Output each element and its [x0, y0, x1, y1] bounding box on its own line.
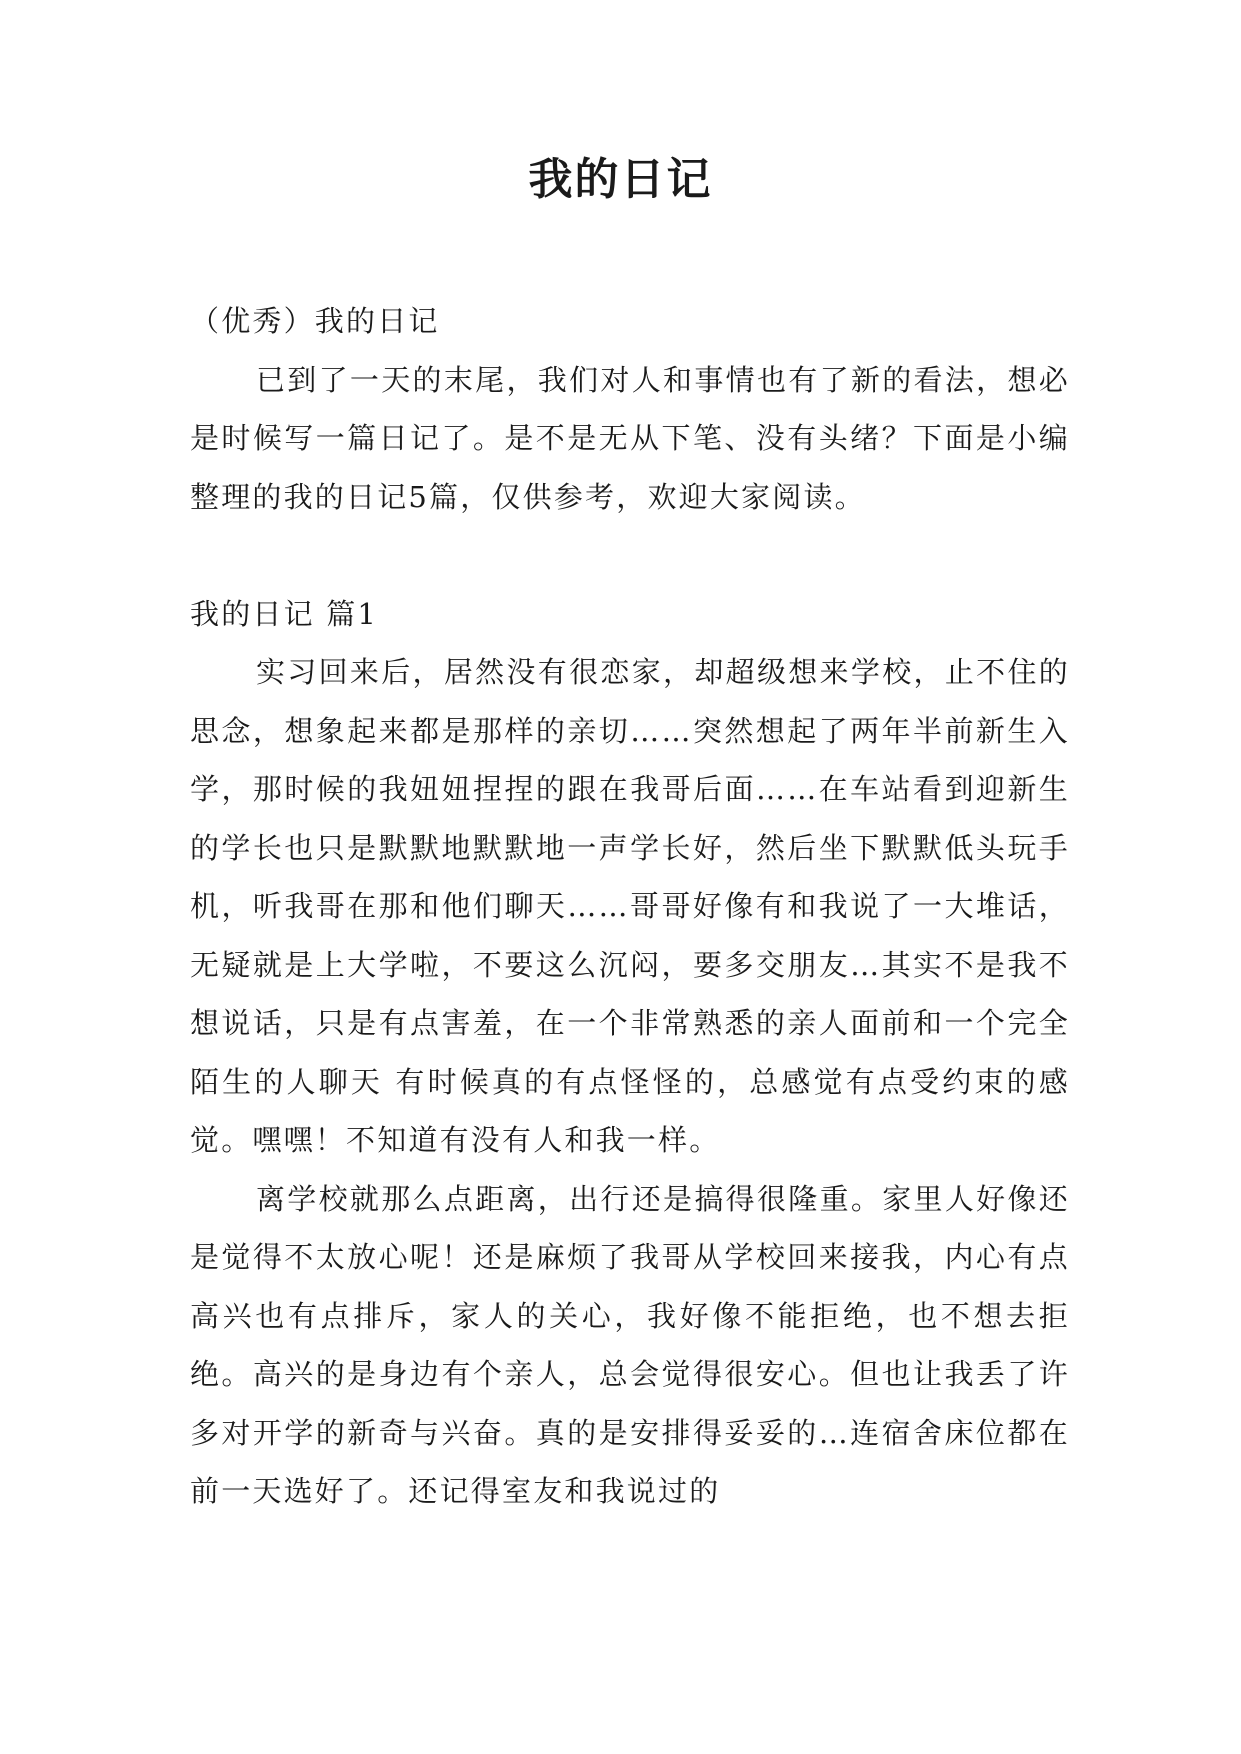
- page-title: 我的日记: [528, 154, 713, 205]
- intro-paragraph: 已到了一天的末尾，我们对人和事情也有了新的看法，想必是时候写一篇日记了。是不是无从下笔、没有头绪？下面是小编整理的我的日记5篇，仅供参考，欢迎大家阅读。: [190, 362, 1070, 514]
- section-heading: 我的日记 篇1: [190, 596, 379, 631]
- body-paragraph: 实习回来后，居然没有很恋家，却超级想来学校，止不住的思念，想象起来都是那样的亲切……突然想起了两年半前新生入学，那时候的我妞妞捏捏的跟在我哥后面……在车站看到迎新生的学长也只是默默地默默地一声学长好，然后坐下默默低头玩手机，听我哥在那和他们聊天……哥哥好像有和我说了一大堆话，无疑就是上大学啦，不要这么沉闷，要多交朋友…其实不是我不想说话，只是有点害羞，在一个非常熟悉的亲人面前和一个完全陌生的人聊天 有时候真的有点怪怪的，总感觉有点受约束的感觉。嘿嘿！不知道有没有人和我一样。: [190, 655, 1070, 1157]
- document-body: [190, 292, 1070, 1521]
- body-paragraph: 离学校就那么点距离，出行还是搞得很隆重。家里人好像还是觉得不太放心呢！还是麻烦了我哥从学校回来接我，内心有点高兴也有点排斥，家人的关心，我好像不能拒绝，也不想去拒绝。高兴的是身边有个亲人，总会觉得很安心。但也让我丢了许多对开学的新奇与兴奋。真的是安排得妥妥的…连宿舍床位都在前一天选好了。还记得室友和我说过的: [190, 1181, 1070, 1508]
- document-subtitle: （优秀）我的日记: [190, 304, 440, 338]
